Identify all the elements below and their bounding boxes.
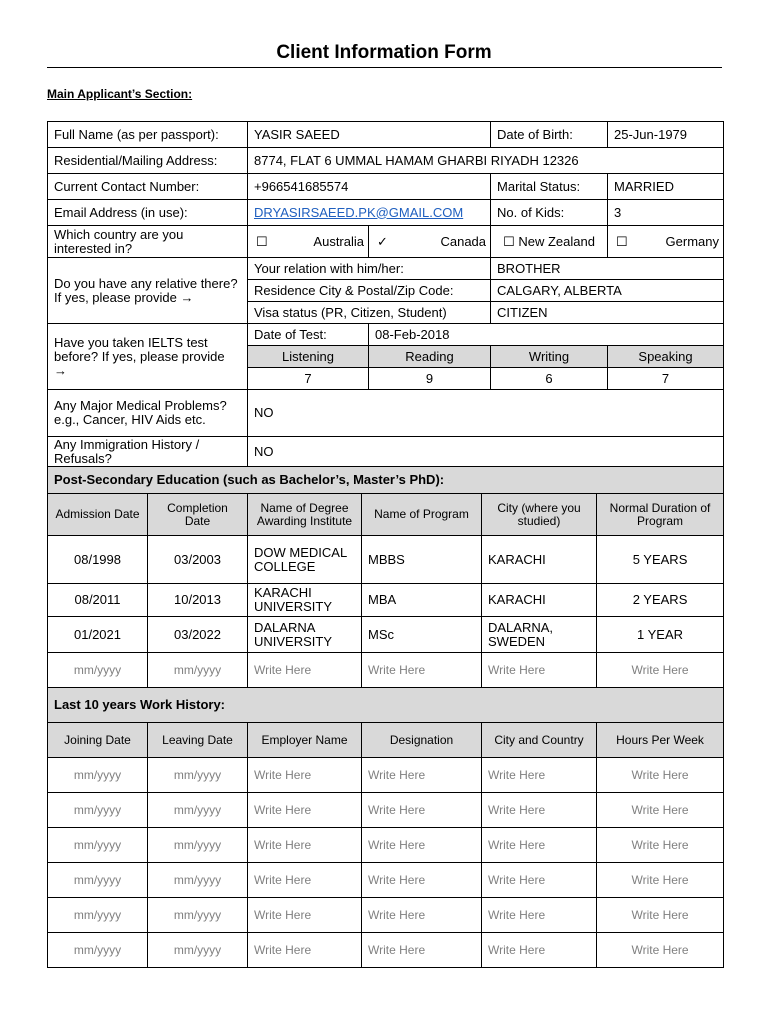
address-field[interactable]: 8774, FLAT 6 UMMAL HAMAM GHARBI RIYADH 12326 bbox=[248, 148, 724, 174]
contact-field[interactable]: +966541685574 bbox=[248, 174, 491, 200]
applicant-table bbox=[47, 121, 724, 468]
country-option-germany[interactable] bbox=[608, 226, 724, 258]
full-name-field[interactable]: YASIR SAEED bbox=[248, 122, 491, 148]
history-table bbox=[47, 466, 724, 968]
table-row bbox=[48, 898, 724, 933]
edu-placeholder-cell[interactable]: mm/yyyy bbox=[148, 653, 248, 688]
work-cell[interactable]: mm/yyyy bbox=[48, 863, 148, 898]
edu-header-institute: Name of Degree Awarding Institute bbox=[248, 494, 362, 536]
work-header-leaving: Leaving Date bbox=[148, 723, 248, 758]
germany-checkbox[interactable]: ☐ bbox=[616, 233, 628, 249]
edu-cell[interactable]: KARACHI bbox=[482, 584, 597, 617]
work-cell[interactable]: Write Here bbox=[597, 828, 724, 863]
work-cell[interactable]: Write Here bbox=[597, 758, 724, 793]
immigration-label: Any Immigration History / Refusals? bbox=[48, 437, 248, 468]
country-option-australia[interactable] bbox=[248, 226, 369, 258]
table-row bbox=[48, 933, 724, 968]
edu-cell[interactable]: DALARNA UNIVERSITY bbox=[248, 617, 362, 653]
work-cell[interactable]: Write Here bbox=[362, 863, 482, 898]
edu-cell[interactable]: 2 YEARS bbox=[597, 584, 724, 617]
work-cell[interactable]: Write Here bbox=[482, 863, 597, 898]
edu-header-city: City (where you studied) bbox=[482, 494, 597, 536]
marital-label: Marital Status: bbox=[491, 174, 608, 200]
table-row bbox=[48, 758, 724, 793]
country-label: Which country are you interested in? bbox=[48, 226, 248, 258]
work-cell[interactable]: Write Here bbox=[248, 758, 362, 793]
address-label: Residential/Mailing Address: bbox=[48, 148, 248, 174]
work-cell[interactable]: mm/yyyy bbox=[148, 933, 248, 968]
work-cell[interactable]: Write Here bbox=[248, 793, 362, 828]
work-cell[interactable]: Write Here bbox=[482, 828, 597, 863]
page-title: Client Information Form bbox=[276, 42, 492, 63]
table-row bbox=[48, 536, 724, 584]
edu-cell[interactable]: 1 YEAR bbox=[597, 617, 724, 653]
edu-cell[interactable]: MBBS bbox=[362, 536, 482, 584]
new-zealand-checkbox[interactable]: ☐ bbox=[503, 233, 515, 249]
work-cell[interactable]: mm/yyyy bbox=[148, 898, 248, 933]
edu-cell[interactable]: 01/2021 bbox=[48, 617, 148, 653]
work-header-joining: Joining Date bbox=[48, 723, 148, 758]
table-row bbox=[48, 863, 724, 898]
contact-label: Current Contact Number: bbox=[48, 174, 248, 200]
visa-field[interactable]: CITIZEN bbox=[491, 302, 724, 324]
work-cell[interactable]: mm/yyyy bbox=[148, 863, 248, 898]
edu-header-duration: Normal Duration of Program bbox=[597, 494, 724, 536]
canada-label: Canada bbox=[440, 233, 487, 249]
marital-field[interactable]: MARRIED bbox=[608, 174, 724, 200]
work-cell[interactable]: Write Here bbox=[482, 758, 597, 793]
relation-field[interactable]: BROTHER bbox=[491, 258, 724, 280]
medical-label: Any Major Medical Problems? e.g., Cancer, HIV Aids etc. bbox=[48, 390, 248, 437]
edu-header-program: Name of Program bbox=[362, 494, 482, 536]
country-option-new-zealand[interactable] bbox=[491, 226, 608, 258]
work-cell[interactable]: mm/yyyy bbox=[48, 828, 148, 863]
test-date-field[interactable]: 08-Feb-2018 bbox=[369, 324, 724, 346]
work-cell[interactable]: Write Here bbox=[597, 793, 724, 828]
work-cell[interactable]: Write Here bbox=[248, 933, 362, 968]
table-row bbox=[48, 584, 724, 617]
email-field[interactable] bbox=[248, 200, 491, 226]
work-cell[interactable]: Write Here bbox=[362, 793, 482, 828]
table-row bbox=[48, 828, 724, 863]
ielts-score-listening[interactable]: 7 bbox=[248, 368, 369, 390]
edu-cell[interactable]: DOW MEDICAL COLLEGE bbox=[248, 536, 362, 584]
ielts-score-reading[interactable]: 9 bbox=[369, 368, 491, 390]
section-heading-main: Main Applicant’s Section: bbox=[47, 87, 193, 101]
relation-label: Your relation with him/her: bbox=[248, 258, 491, 280]
work-cell[interactable]: mm/yyyy bbox=[48, 933, 148, 968]
work-header-designation: Designation bbox=[362, 723, 482, 758]
work-cell[interactable]: Write Here bbox=[248, 828, 362, 863]
ielts-header-writing: Writing bbox=[491, 346, 608, 368]
dob-label: Date of Birth: bbox=[491, 122, 608, 148]
edu-cell[interactable]: MBA bbox=[362, 584, 482, 617]
ielts-header-listening: Listening bbox=[248, 346, 369, 368]
edu-placeholder-cell[interactable]: Write Here bbox=[482, 653, 597, 688]
work-cell[interactable]: Write Here bbox=[362, 933, 482, 968]
work-cell[interactable]: mm/yyyy bbox=[48, 898, 148, 933]
visa-label: Visa status (PR, Citizen, Student) bbox=[248, 302, 491, 324]
education-heading: Post-Secondary Education (such as Bachelor’s, Master’s PhD): bbox=[48, 467, 724, 494]
edu-cell[interactable]: 10/2013 bbox=[148, 584, 248, 617]
work-cell[interactable]: Write Here bbox=[597, 863, 724, 898]
edu-cell[interactable]: DALARNA, SWEDEN bbox=[482, 617, 597, 653]
edu-cell[interactable]: 03/2003 bbox=[148, 536, 248, 584]
edu-cell[interactable]: KARACHI bbox=[482, 536, 597, 584]
work-header-city: City and Country bbox=[482, 723, 597, 758]
work-cell[interactable]: Write Here bbox=[362, 898, 482, 933]
table-row bbox=[48, 617, 724, 653]
work-cell[interactable]: Write Here bbox=[248, 863, 362, 898]
edu-cell[interactable]: 03/2022 bbox=[148, 617, 248, 653]
ielts-header-speaking: Speaking bbox=[608, 346, 724, 368]
edu-cell[interactable]: MSc bbox=[362, 617, 482, 653]
test-date-label: Date of Test: bbox=[248, 324, 369, 346]
work-header-hours: Hours Per Week bbox=[597, 723, 724, 758]
edu-placeholder-cell[interactable]: Write Here bbox=[362, 653, 482, 688]
work-cell[interactable]: Write Here bbox=[248, 898, 362, 933]
germany-label: Germany bbox=[665, 233, 720, 249]
work-cell[interactable]: Write Here bbox=[362, 828, 482, 863]
work-cell[interactable]: Write Here bbox=[597, 898, 724, 933]
medical-field[interactable]: NO bbox=[248, 390, 724, 437]
australia-checkbox[interactable]: ☐ bbox=[256, 233, 268, 249]
canada-checkbox[interactable]: ✓ bbox=[377, 233, 388, 249]
new-zealand-label: New Zealand bbox=[518, 233, 595, 249]
edu-placeholder-cell[interactable]: Write Here bbox=[597, 653, 724, 688]
edu-cell[interactable]: 5 YEARS bbox=[597, 536, 724, 584]
work-cell[interactable]: mm/yyyy bbox=[48, 793, 148, 828]
email-label: Email Address (in use): bbox=[48, 200, 248, 226]
work-cell[interactable]: mm/yyyy bbox=[148, 793, 248, 828]
work-cell[interactable]: Write Here bbox=[482, 898, 597, 933]
work-cell[interactable]: Write Here bbox=[482, 793, 597, 828]
table-row bbox=[48, 653, 724, 688]
residence-label: Residence City & Postal/Zip Code: bbox=[248, 280, 491, 302]
work-cell[interactable]: mm/yyyy bbox=[48, 758, 148, 793]
edu-cell[interactable]: 08/2011 bbox=[48, 584, 148, 617]
email-link[interactable]: DRYASIRSAEED.PK@GMAIL.COM bbox=[254, 204, 464, 220]
title-underline bbox=[47, 67, 722, 68]
ielts-score-speaking[interactable]: 7 bbox=[608, 368, 724, 390]
ielts-score-writing[interactable]: 6 bbox=[491, 368, 608, 390]
immigration-field[interactable]: NO bbox=[248, 437, 724, 468]
work-cell[interactable]: Write Here bbox=[597, 933, 724, 968]
edu-placeholder-cell[interactable]: mm/yyyy bbox=[48, 653, 148, 688]
residence-field[interactable]: CALGARY, ALBERTA bbox=[491, 280, 724, 302]
work-cell[interactable]: mm/yyyy bbox=[148, 758, 248, 793]
work-header-employer: Employer Name bbox=[248, 723, 362, 758]
work-cell[interactable]: Write Here bbox=[362, 758, 482, 793]
edu-cell[interactable]: 08/1998 bbox=[48, 536, 148, 584]
work-cell[interactable]: mm/yyyy bbox=[148, 828, 248, 863]
kids-label: No. of Kids: bbox=[491, 200, 608, 226]
table-row bbox=[48, 793, 724, 828]
work-cell[interactable]: Write Here bbox=[482, 933, 597, 968]
australia-label: Australia bbox=[313, 233, 364, 249]
full-name-label: Full Name (as per passport): bbox=[48, 122, 248, 148]
country-option-canada[interactable] bbox=[369, 226, 491, 258]
ielts-header-reading: Reading bbox=[369, 346, 491, 368]
relative-label: Do you have any relative there? If yes, please provide → bbox=[48, 258, 248, 324]
edu-header-completion: Completion Date bbox=[148, 494, 248, 536]
edu-cell[interactable]: KARACHI UNIVERSITY bbox=[248, 584, 362, 617]
kids-field[interactable]: 3 bbox=[608, 200, 724, 226]
dob-field[interactable]: 25-Jun-1979 bbox=[608, 122, 724, 148]
edu-header-admission: Admission Date bbox=[48, 494, 148, 536]
work-heading: Last 10 years Work History: bbox=[48, 688, 724, 723]
edu-placeholder-cell[interactable]: Write Here bbox=[248, 653, 362, 688]
ielts-label: Have you taken IELTS test before? If yes, please provide → bbox=[48, 324, 248, 390]
